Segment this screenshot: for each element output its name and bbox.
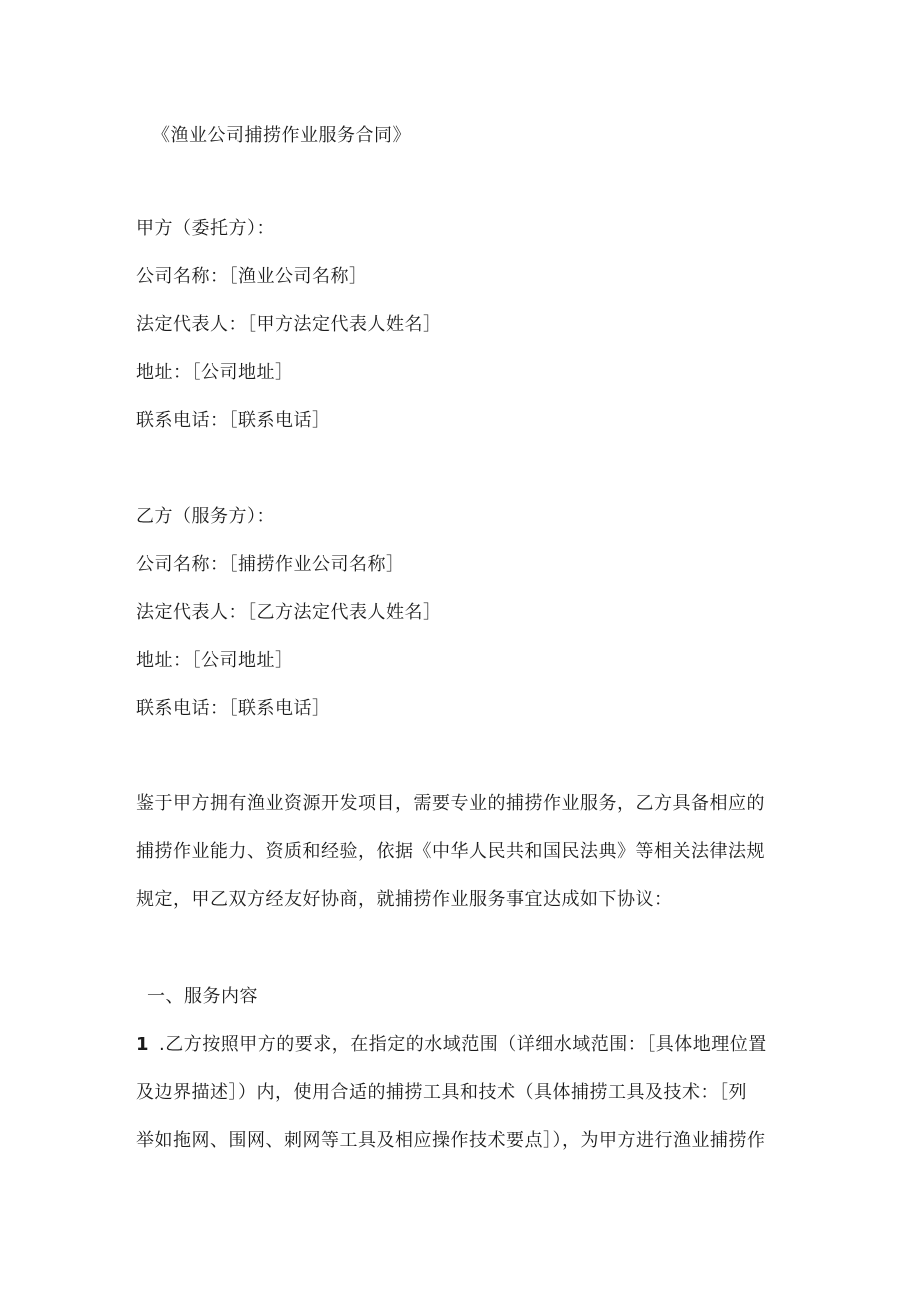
party-a-heading: 甲方（委托方）： xyxy=(136,218,275,239)
section-heading: 一、服务内容 xyxy=(147,986,258,1007)
party-a-company: 公司名称：［渔业公司名称］ xyxy=(136,266,368,287)
party-b-phone: 联系电话：［联系电话］ xyxy=(136,698,331,719)
party-b-heading: 乙方（服务方）： xyxy=(136,506,275,527)
document-title: 《渔业公司捕捞作业服务合同》 xyxy=(152,125,411,146)
clause-line xyxy=(136,1033,767,1057)
preamble-line: 鉴于甲方拥有渔业资源开发项目，需要专业的捕捞作业服务，乙方具备相应的 xyxy=(136,793,765,814)
party-a-address: 地址：［公司地址］ xyxy=(136,362,294,383)
party-a-phone: 联系电话：［联系电话］ xyxy=(136,410,331,431)
clause-line: 及边界描述］）内，使用合适的捕捞工具和技术（具体捕捞工具及技术：［列 xyxy=(136,1082,747,1103)
party-b-company: 公司名称：［捕捞作业公司名称］ xyxy=(136,554,405,575)
party-a-representative: 法定代表人：［甲方法定代表人姓名］ xyxy=(136,314,442,335)
clause-line: 举如拖网、围网、刺网等工具及相应操作技术要点］），为甲方进行渔业捕捞作 xyxy=(136,1130,766,1151)
preamble-line: 捕捞作业能力、资质和经验，依据《中华人民共和国民法典》等相关法律法规 xyxy=(136,841,765,862)
preamble-line: 规定，甲乙双方经友好协商，就捕捞作业服务事宜达成如下协议： xyxy=(136,889,673,910)
party-b-address: 地址：［公司地址］ xyxy=(136,650,294,671)
party-b-representative: 法定代表人：［乙方法定代表人姓名］ xyxy=(136,602,442,623)
clause-text: .乙方按照甲方的要求，在指定的水域范围（详细水域范围：［具体地理位置 xyxy=(159,1034,767,1055)
clause-number: 1 xyxy=(136,1034,150,1055)
